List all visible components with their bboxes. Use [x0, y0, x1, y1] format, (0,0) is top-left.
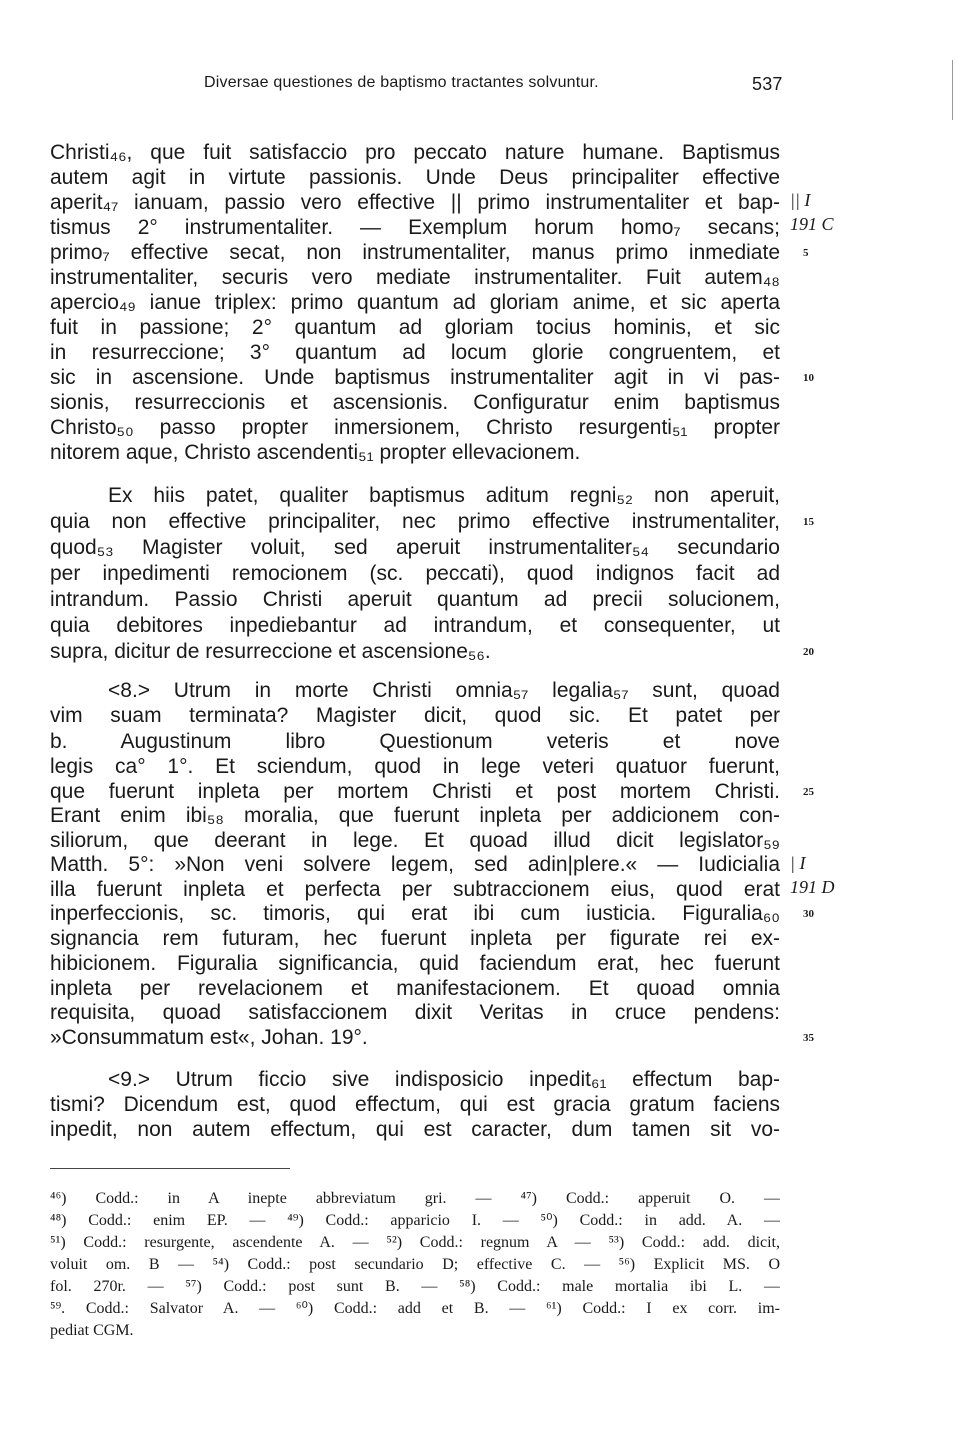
line-number: 15	[803, 516, 814, 528]
footnote-line: ⁴⁶) Codd.: in A inepte abbreviatum gri. — ⁴⁷) Codd.: apperuit O. —	[50, 1190, 780, 1207]
footnote-line: voluit om. B — ⁵⁴) Codd.: post secundario D; effective C. — ⁵⁶) Explicit MS. O	[50, 1256, 780, 1273]
text-line: quia debitores inpediebantur ad intrandum, et consequenter, ut	[50, 614, 780, 637]
text-line: supra, dicitur de resurreccione et ascensione₅₆.	[50, 640, 491, 663]
text-line: Erant enim ibi₅₈ moralia, que fuerunt inpleta per addicionem con-	[50, 804, 780, 827]
text-line: signancia rem futuram, hec fuerunt inpleta per figurate rei ex-	[50, 927, 780, 950]
text-line: in resurreccione; 3° quantum ad locum glorie congruentem, et	[50, 341, 780, 364]
text-line: sionis, resurreccionis et ascensionis. Configuratur enim baptismus	[50, 391, 780, 414]
text-line: inpedit, non autem effectum, qui est caracter, dum tamen sit vo-	[50, 1118, 780, 1141]
text-line: Christo₅₀ passo propter inmersionem, Christo resurgenti₅₁ propter	[50, 416, 780, 439]
text-line: per inpedimenti remocionem (sc. peccati), quod indignos facit ad	[50, 562, 780, 585]
footnote-line: fol. 270r. — ⁵⁷) Codd.: post sunt B. — ⁵⁸) Codd.: male mortalia ibi L. —	[50, 1278, 780, 1295]
line-number: 25	[803, 786, 814, 798]
text-line: b. Augustinum libro Questionum veteris et nove	[50, 730, 780, 753]
text-line: requisita, quoad satisfaccionem dixit Veritas in cruce pendens:	[50, 1001, 780, 1024]
text-line: intrandum. Passio Christi aperuit quantum ad precii solucionem,	[50, 588, 780, 611]
margin-reference: | I	[790, 853, 806, 873]
text-line: aperit₄₇ ianuam, passio vero effective || primo instrumentaliter et bap-	[50, 191, 780, 214]
line-number: 30	[803, 908, 814, 920]
text-line: <8.> Utrum in morte Christi omnia₅₇ legalia₅₇ sunt, quoad	[108, 679, 780, 702]
line-number: 5	[803, 247, 809, 259]
footnote-line: ⁵¹) Codd.: resurgente, ascendente A. — ⁵²) Codd.: regnum A — ⁵³) Codd.: add. dicit,	[50, 1234, 780, 1251]
text-line: tismus 2° instrumentaliter. — Exemplum horum homo₇ secans;	[50, 216, 780, 239]
footnote-line: ⁵⁹. Codd.: Salvator A. — ⁶⁰) Codd.: add et B. — ⁶¹) Codd.: I ex corr. im-	[50, 1300, 780, 1317]
margin-reference: 191 C	[790, 214, 834, 234]
text-line: quia non effective principaliter, nec primo effective instrumentaliter,	[50, 510, 780, 533]
text-line: »Consummatum est«, Johan. 19°.	[50, 1026, 368, 1049]
text-line: sic in ascensione. Unde baptismus instrumentaliter agit in vi pas-	[50, 366, 780, 389]
footnote-rule	[50, 1168, 290, 1169]
running-title: Diversae questiones de baptismo tractantes solvuntur.	[204, 74, 599, 91]
text-line: apercio₄₉ ianue triplex: primo quantum ad gloriam anime, et sic aperta	[50, 291, 780, 314]
text-line: hibicionem. Figuralia significancia, quid faciendum erat, hec fuerunt	[50, 952, 780, 975]
text-line: inperfeccionis, sc. timoris, qui erat ibi cum iusticia. Figuralia₆₀	[50, 902, 780, 925]
margin-reference: || I	[790, 190, 811, 210]
margin-reference: 191 D	[790, 877, 835, 897]
text-line: Christi₄₆, que fuit satisfaccio pro peccato nature humane. Baptismus	[50, 141, 780, 164]
line-number: 20	[803, 646, 814, 658]
text-line: nitorem aque, Christo ascendenti₅₁ propter ellevacionem.	[50, 441, 581, 464]
line-number: 35	[803, 1032, 814, 1044]
text-line: que fuerunt inpleta per mortem Christi et post mortem Christi.	[50, 780, 780, 803]
text-line: siliorum, que deerant in lege. Et quoad illud dicit legislator₅₉	[50, 829, 780, 852]
text-line: vim suam terminata? Magister dicit, quod sic. Et patet per	[50, 704, 780, 727]
text-line: illa fuerunt inpleta et perfecta per subtraccionem eius, quod erat	[50, 878, 780, 901]
line-number: 10	[803, 372, 814, 384]
text-line: legis ca° 1°. Et sciendum, quod in lege veteri quatuor fuerunt,	[50, 755, 780, 778]
text-line: autem agit in virtute passionis. Unde Deus principaliter effective	[50, 166, 780, 189]
page-edge-rule	[952, 60, 953, 120]
text-line: <9.> Utrum ficcio sive indisposicio inpedit₆₁ effectum bap-	[108, 1068, 780, 1091]
text-line: primo₇ effective secat, non instrumentaliter, manus primo inmediate	[50, 241, 780, 264]
text-line: quod₅₃ Magister voluit, sed aperuit instrumentaliter₅₄ secundario	[50, 536, 780, 559]
text-line: fuit in passione; 2° quantum ad gloriam tocius hominis, et sic	[50, 316, 780, 339]
footnote-line: ⁴⁸) Codd.: enim EP. — ⁴⁹) Codd.: apparicio I. — ⁵⁰) Codd.: in add. A. —	[50, 1212, 780, 1229]
text-line: Ex hiis patet, qualiter baptismus aditum regni₅₂ non aperuit,	[108, 484, 780, 507]
footnote-line: pediat CGM.	[50, 1322, 134, 1339]
text-line: tismi? Dicendum est, quod effectum, qui est gracia gratum faciens	[50, 1093, 780, 1116]
page-number: 537	[752, 74, 783, 94]
text-line: instrumentaliter, securis vero mediate instrumentaliter. Fuit autem₄₈	[50, 266, 780, 289]
text-line: inpleta per revelacionem et manifestacionem. Et quoad omnia	[50, 977, 780, 1000]
text-line: Matth. 5°: »Non veni solvere legem, sed adin|plere.« — Iudicialia	[50, 853, 780, 876]
